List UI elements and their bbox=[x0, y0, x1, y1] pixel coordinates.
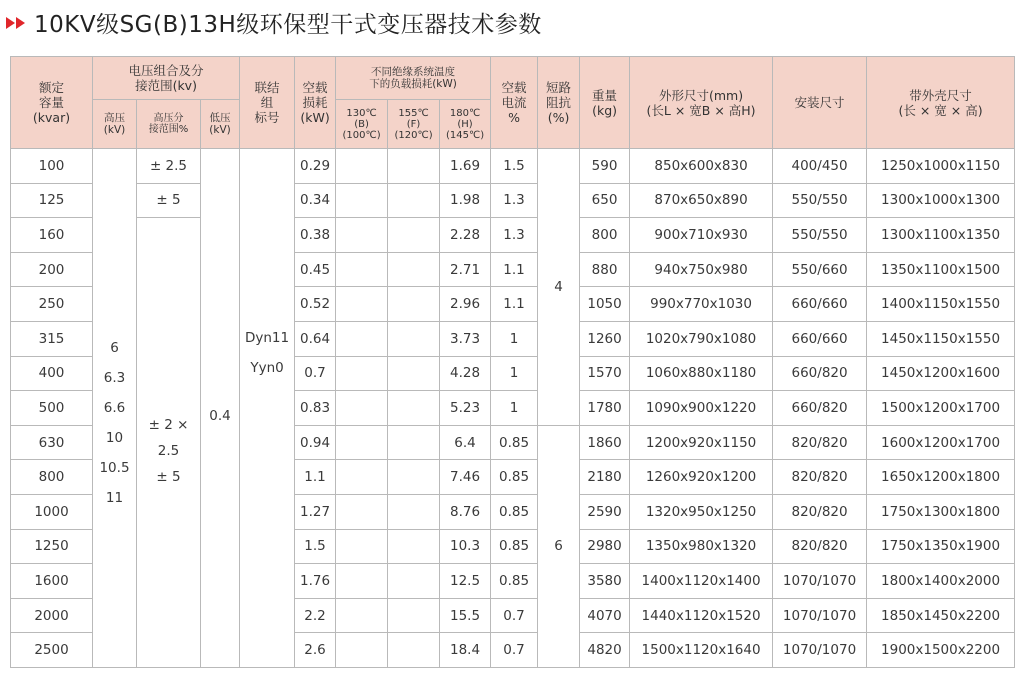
cell-no-load-loss: 0.64 bbox=[295, 321, 336, 356]
cell-loss-180: 2.71 bbox=[440, 252, 491, 287]
cell-weight: 590 bbox=[580, 149, 630, 184]
vector-value: Yyn0 bbox=[250, 359, 284, 376]
hv-value: 10.5 bbox=[99, 459, 130, 476]
cell-capacity: 200 bbox=[11, 252, 93, 287]
cell-install: 550/550 bbox=[773, 218, 867, 253]
cell-loss-180: 1.98 bbox=[440, 183, 491, 218]
cell-enclosure: 1900x1500x2200 bbox=[867, 633, 1015, 668]
cell-install: 820/820 bbox=[773, 494, 867, 529]
cell-dimensions: 1020x790x1080 bbox=[630, 321, 773, 356]
cell-loss-155 bbox=[388, 218, 440, 253]
cell-capacity: 1250 bbox=[11, 529, 93, 564]
cell-no-load-current: 0.7 bbox=[491, 598, 538, 633]
cell-impedance-b: 6 bbox=[538, 425, 580, 667]
cell-capacity: 125 bbox=[11, 183, 93, 218]
cell-capacity: 500 bbox=[11, 391, 93, 426]
cell-capacity: 400 bbox=[11, 356, 93, 391]
cell-no-load-loss: 0.52 bbox=[295, 287, 336, 322]
hv-value: 6.3 bbox=[103, 369, 126, 386]
cell-loss-155 bbox=[388, 460, 440, 495]
cell-loss-130 bbox=[336, 149, 388, 184]
cell-no-load-current: 0.85 bbox=[491, 529, 538, 564]
cell-no-load-loss: 2.6 bbox=[295, 633, 336, 668]
cell-loss-130 bbox=[336, 391, 388, 426]
cell-no-load-current: 1.3 bbox=[491, 183, 538, 218]
cell-no-load-current: 1.1 bbox=[491, 287, 538, 322]
cell-weight: 2980 bbox=[580, 529, 630, 564]
cell-no-load-current: 0.7 bbox=[491, 633, 538, 668]
cell-loss-180: 6.4 bbox=[440, 425, 491, 460]
cell-loss-155 bbox=[388, 356, 440, 391]
cell-install: 1070/1070 bbox=[773, 564, 867, 599]
title-bar bbox=[6, 4, 542, 40]
cell-weight: 880 bbox=[580, 252, 630, 287]
cell-loss-155 bbox=[388, 149, 440, 184]
cell-loss-130 bbox=[336, 252, 388, 287]
cell-no-load-loss: 0.7 bbox=[295, 356, 336, 391]
cell-loss-130 bbox=[336, 529, 388, 564]
cell-weight: 4820 bbox=[580, 633, 630, 668]
tap-value: ± 2 × 2.5 bbox=[148, 416, 189, 459]
cell-no-load-current: 0.85 bbox=[491, 494, 538, 529]
cell-install: 1070/1070 bbox=[773, 633, 867, 668]
cell-loss-155 bbox=[388, 183, 440, 218]
cell-loss-155 bbox=[388, 321, 440, 356]
cell-install: 820/820 bbox=[773, 460, 867, 495]
cell-no-load-loss: 1.27 bbox=[295, 494, 336, 529]
cell-no-load-loss: 0.38 bbox=[295, 218, 336, 253]
cell-loss-155 bbox=[388, 252, 440, 287]
cell-capacity: 2500 bbox=[11, 633, 93, 668]
cell-weight: 3580 bbox=[580, 564, 630, 599]
cell-weight: 1780 bbox=[580, 391, 630, 426]
cell-loss-130 bbox=[336, 218, 388, 253]
cell-no-load-current: 1.5 bbox=[491, 149, 538, 184]
cell-capacity: 1600 bbox=[11, 564, 93, 599]
cell-no-load-current: 0.85 bbox=[491, 564, 538, 599]
cell-enclosure: 1650x1200x1800 bbox=[867, 460, 1015, 495]
cell-install: 1070/1070 bbox=[773, 598, 867, 633]
cell-loss-130 bbox=[336, 564, 388, 599]
cell-no-load-loss: 0.29 bbox=[295, 149, 336, 184]
cell-loss-180: 18.4 bbox=[440, 633, 491, 668]
cell-enclosure: 1800x1400x2000 bbox=[867, 564, 1015, 599]
header-hv: 高压 (kV) bbox=[93, 100, 137, 149]
cell-install: 550/550 bbox=[773, 183, 867, 218]
cell-weight: 1260 bbox=[580, 321, 630, 356]
cell-dimensions: 1090x900x1220 bbox=[630, 391, 773, 426]
cell-loss-130 bbox=[336, 183, 388, 218]
cell-loss-155 bbox=[388, 391, 440, 426]
cell-no-load-loss: 1.1 bbox=[295, 460, 336, 495]
cell-dimensions: 900x710x930 bbox=[630, 218, 773, 253]
cell-install: 660/820 bbox=[773, 391, 867, 426]
cell-dimensions: 1320x950x1250 bbox=[630, 494, 773, 529]
cell-no-load-loss: 1.5 bbox=[295, 529, 336, 564]
cell-impedance-a: 4 bbox=[538, 149, 580, 426]
cell-loss-155 bbox=[388, 564, 440, 599]
cell-loss-180: 1.69 bbox=[440, 149, 491, 184]
hv-value: 10 bbox=[105, 429, 124, 446]
cell-install: 550/660 bbox=[773, 252, 867, 287]
hv-value: 6 bbox=[110, 339, 119, 356]
cell-dimensions: 1260x920x1200 bbox=[630, 460, 773, 495]
table-row bbox=[11, 149, 1015, 184]
cell-loss-180: 4.28 bbox=[440, 356, 491, 391]
header-loss-155: 155℃ (F) (120℃) bbox=[388, 100, 440, 149]
cell-tap-100: ± 2.5 bbox=[137, 149, 201, 184]
cell-hv-merged bbox=[93, 149, 137, 668]
cell-install: 660/660 bbox=[773, 287, 867, 322]
cell-enclosure: 1300x1100x1350 bbox=[867, 218, 1015, 253]
cell-vector-merged bbox=[240, 149, 295, 668]
table-header bbox=[11, 57, 1015, 149]
cell-dimensions: 1500x1120x1640 bbox=[630, 633, 773, 668]
cell-dimensions: 1400x1120x1400 bbox=[630, 564, 773, 599]
cell-capacity: 315 bbox=[11, 321, 93, 356]
cell-weight: 1570 bbox=[580, 356, 630, 391]
cell-dimensions: 940x750x980 bbox=[630, 252, 773, 287]
header-vector-group: 联结 组 标号 bbox=[240, 57, 295, 149]
cell-dimensions: 1440x1120x1520 bbox=[630, 598, 773, 633]
cell-no-load-loss: 0.45 bbox=[295, 252, 336, 287]
cell-dimensions: 990x770x1030 bbox=[630, 287, 773, 322]
header-loss-130: 130℃ (B) (100℃) bbox=[336, 100, 388, 149]
cell-capacity: 100 bbox=[11, 149, 93, 184]
cell-enclosure: 1850x1450x2200 bbox=[867, 598, 1015, 633]
table-row bbox=[11, 183, 1015, 218]
cell-loss-155 bbox=[388, 633, 440, 668]
cell-loss-180: 5.23 bbox=[440, 391, 491, 426]
cell-install: 820/820 bbox=[773, 425, 867, 460]
table-body bbox=[11, 149, 1015, 668]
cell-loss-155 bbox=[388, 425, 440, 460]
cell-loss-155 bbox=[388, 494, 440, 529]
cell-weight: 800 bbox=[580, 218, 630, 253]
hv-value: 11 bbox=[105, 489, 124, 506]
header-load-loss-group: 不同绝缘系统温度 下的负载损耗(kW) bbox=[336, 57, 491, 100]
cell-enclosure: 1750x1350x1900 bbox=[867, 529, 1015, 564]
cell-dimensions: 850x600x830 bbox=[630, 149, 773, 184]
cell-capacity: 800 bbox=[11, 460, 93, 495]
vector-value: Dyn11 bbox=[244, 329, 290, 346]
cell-dimensions: 1060x880x1180 bbox=[630, 356, 773, 391]
cell-capacity: 250 bbox=[11, 287, 93, 322]
cell-no-load-current: 1.3 bbox=[491, 218, 538, 253]
cell-no-load-current: 1 bbox=[491, 391, 538, 426]
header-capacity: 额定 容量 (kvar) bbox=[11, 57, 93, 149]
double-arrow-icon bbox=[6, 17, 26, 29]
header-loss-180: 180℃ (H) (145℃) bbox=[440, 100, 491, 149]
hv-value: 6.6 bbox=[103, 399, 126, 416]
header-lv: 低压 (kV) bbox=[201, 100, 240, 149]
cell-weight: 1860 bbox=[580, 425, 630, 460]
cell-loss-130 bbox=[336, 356, 388, 391]
header-enclosure: 带外壳尺寸 (长 × 宽 × 高) bbox=[867, 57, 1015, 149]
cell-loss-155 bbox=[388, 598, 440, 633]
cell-tap-merged bbox=[137, 218, 201, 668]
cell-weight: 1050 bbox=[580, 287, 630, 322]
cell-dimensions: 1350x980x1320 bbox=[630, 529, 773, 564]
cell-enclosure: 1450x1200x1600 bbox=[867, 356, 1015, 391]
header-voltage-group: 电压组合及分 接范围(kv) bbox=[93, 57, 240, 100]
cell-loss-180: 12.5 bbox=[440, 564, 491, 599]
cell-loss-180: 2.96 bbox=[440, 287, 491, 322]
cell-install: 660/660 bbox=[773, 321, 867, 356]
cell-no-load-loss: 0.94 bbox=[295, 425, 336, 460]
cell-capacity: 2000 bbox=[11, 598, 93, 633]
cell-enclosure: 1500x1200x1700 bbox=[867, 391, 1015, 426]
table-row bbox=[11, 218, 1015, 253]
cell-tap-125: ± 5 bbox=[137, 183, 201, 218]
cell-loss-130 bbox=[336, 425, 388, 460]
header-no-load-current: 空载 电流 % bbox=[491, 57, 538, 149]
cell-loss-180: 3.73 bbox=[440, 321, 491, 356]
cell-loss-180: 10.3 bbox=[440, 529, 491, 564]
cell-dimensions: 870x650x890 bbox=[630, 183, 773, 218]
cell-loss-130 bbox=[336, 460, 388, 495]
cell-loss-180: 7.46 bbox=[440, 460, 491, 495]
header-no-load-loss: 空载 损耗 (kW) bbox=[295, 57, 336, 149]
cell-no-load-current: 0.85 bbox=[491, 425, 538, 460]
cell-install: 400/450 bbox=[773, 149, 867, 184]
cell-loss-155 bbox=[388, 287, 440, 322]
cell-no-load-current: 0.85 bbox=[491, 460, 538, 495]
header-dimensions: 外形尺寸(mm) (长L × 宽B × 高H) bbox=[630, 57, 773, 149]
cell-weight: 4070 bbox=[580, 598, 630, 633]
cell-loss-180: 2.28 bbox=[440, 218, 491, 253]
cell-weight: 2590 bbox=[580, 494, 630, 529]
cell-loss-155 bbox=[388, 529, 440, 564]
cell-enclosure: 1300x1000x1300 bbox=[867, 183, 1015, 218]
cell-enclosure: 1450x1150x1550 bbox=[867, 321, 1015, 356]
cell-capacity: 630 bbox=[11, 425, 93, 460]
cell-capacity: 1000 bbox=[11, 494, 93, 529]
cell-lv-merged: 0.4 bbox=[201, 149, 240, 668]
header-weight: 重量 (kg) bbox=[580, 57, 630, 149]
cell-no-load-loss: 2.2 bbox=[295, 598, 336, 633]
cell-loss-130 bbox=[336, 633, 388, 668]
cell-enclosure: 1350x1100x1500 bbox=[867, 252, 1015, 287]
cell-loss-180: 15.5 bbox=[440, 598, 491, 633]
cell-install: 820/820 bbox=[773, 529, 867, 564]
cell-no-load-current: 1 bbox=[491, 356, 538, 391]
header-hv-tap: 高压分 接范围% bbox=[137, 100, 201, 149]
cell-enclosure: 1250x1000x1150 bbox=[867, 149, 1015, 184]
cell-weight: 650 bbox=[580, 183, 630, 218]
cell-enclosure: 1400x1150x1550 bbox=[867, 287, 1015, 322]
cell-no-load-loss: 0.83 bbox=[295, 391, 336, 426]
cell-loss-130 bbox=[336, 287, 388, 322]
cell-loss-130 bbox=[336, 321, 388, 356]
spec-table bbox=[10, 56, 1015, 668]
cell-no-load-current: 1 bbox=[491, 321, 538, 356]
cell-no-load-loss: 0.34 bbox=[295, 183, 336, 218]
tap-value: ± 5 bbox=[156, 468, 181, 485]
cell-dimensions: 1200x920x1150 bbox=[630, 425, 773, 460]
cell-no-load-loss: 1.76 bbox=[295, 564, 336, 599]
cell-loss-130 bbox=[336, 494, 388, 529]
cell-no-load-current: 1.1 bbox=[491, 252, 538, 287]
page-title: 10KV级SG(B)13H级环保型干式变压器技术参数 bbox=[34, 11, 542, 38]
cell-loss-180: 8.76 bbox=[440, 494, 491, 529]
cell-enclosure: 1750x1300x1800 bbox=[867, 494, 1015, 529]
cell-weight: 2180 bbox=[580, 460, 630, 495]
cell-install: 660/820 bbox=[773, 356, 867, 391]
cell-capacity: 160 bbox=[11, 218, 93, 253]
header-impedance: 短路 阻抗 (%) bbox=[538, 57, 580, 149]
header-install: 安装尺寸 bbox=[773, 57, 867, 149]
cell-enclosure: 1600x1200x1700 bbox=[867, 425, 1015, 460]
cell-loss-130 bbox=[336, 598, 388, 633]
